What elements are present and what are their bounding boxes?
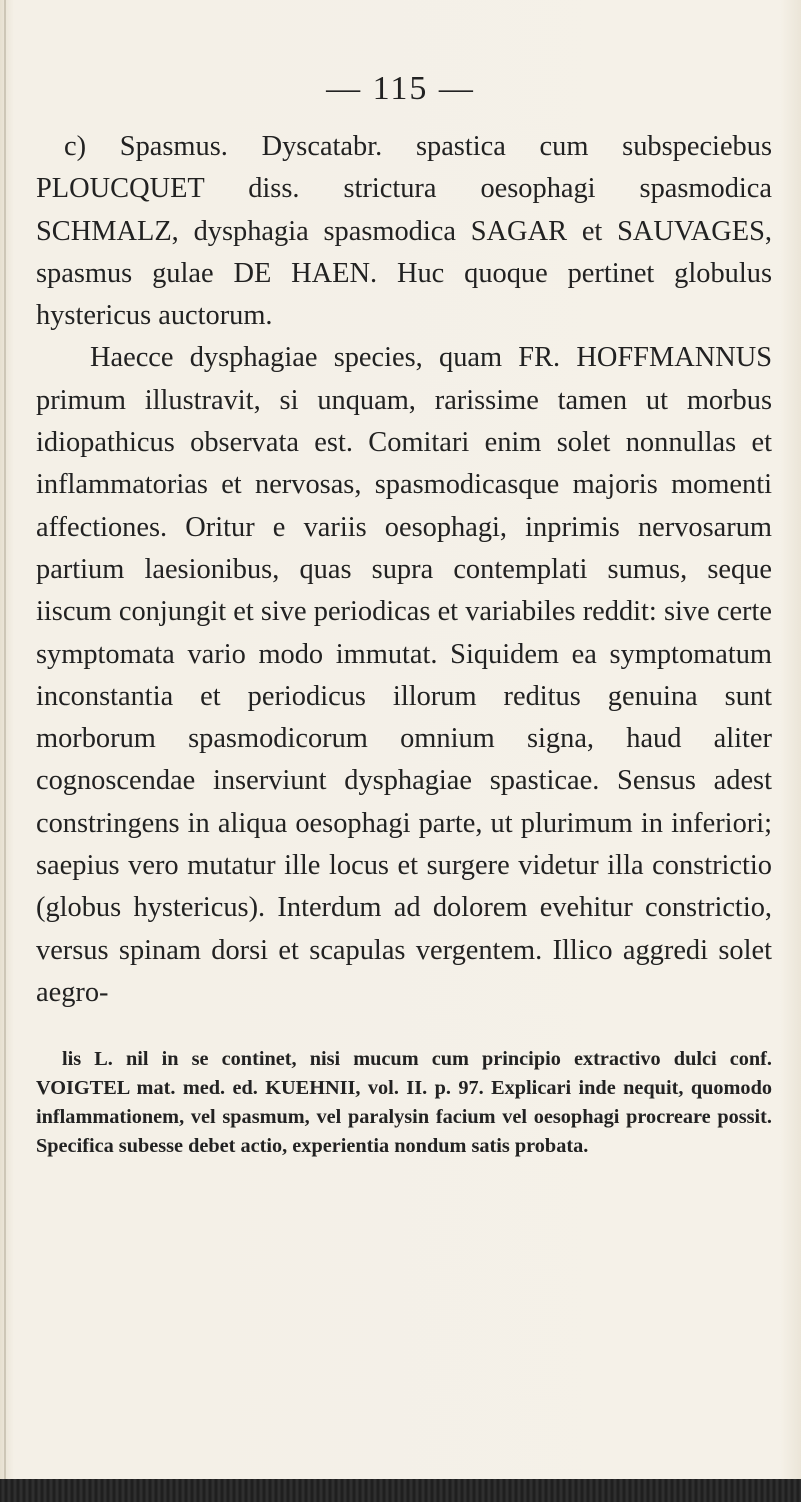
footnote <box>36 1045 772 1161</box>
paragraph-spasmus: c) Spasmus. Dyscatabr. spastica cum subspeciebus PLOUCQUET diss. strictura oesophagi spasmodica SCHMALZ, dysphagia spasmodica SAGAR et SAUVAGES, spasmus gulae DE HAEN. Huc quoque pertinet globulus hystericus auctorum. <box>36 131 772 332</box>
page-gutter <box>4 0 6 1502</box>
page-number: — 115 — <box>326 70 475 107</box>
main-text <box>36 126 772 1014</box>
footnote-text: lis L. nil in se continet, nisi mucum cum principio extractivo dulci conf. VOIGTEL mat. med. ed. KUEHNII, vol. II. p. 97. Explicari inde nequit, quomodo inflammationem, vel spasmum, vel paralysin facium vel oesophagi procreare possit. Specifica subesse debet actio, experientia nondum satis probata. <box>36 1048 772 1157</box>
paragraph-haecce: Haecce dysphagiae species, quam FR. HOFFMANNUS primum illustravit, si unquam, rarissime tamen ut morbus idiopathicus observata est. Comitari enim solet nonnullas et inflammatorias et nervosas, spasmodicasque majoris momenti affectiones. Oritur e variis oesophagi, inprimis nervosarum partium laesionibus, quas supra contemplati sumus, seque iiscum conjungit et sive periodicas et variabiles reddit: sive certe symptomata vario modo immutat. Siquidem ea symptomatum inconstantia et periodicus illorum reditus genuina sunt morborum spasmodicorum omnium signa, haud aliter cognoscendae inserviunt dysphagiae spasticae. Sensus adest constringens in aliqua oesophagi parte, ut plurimum in inferiori; saepius vero mutatur ille locus et surgere videtur illa constrictio (globus hystericus). Interdum ad dolorem evehitur constrictio, versus spinam dorsi et scapulas vergentem. Illico aggredi solet aegro- <box>36 342 772 1008</box>
scan-bottom-edge <box>0 1479 801 1502</box>
